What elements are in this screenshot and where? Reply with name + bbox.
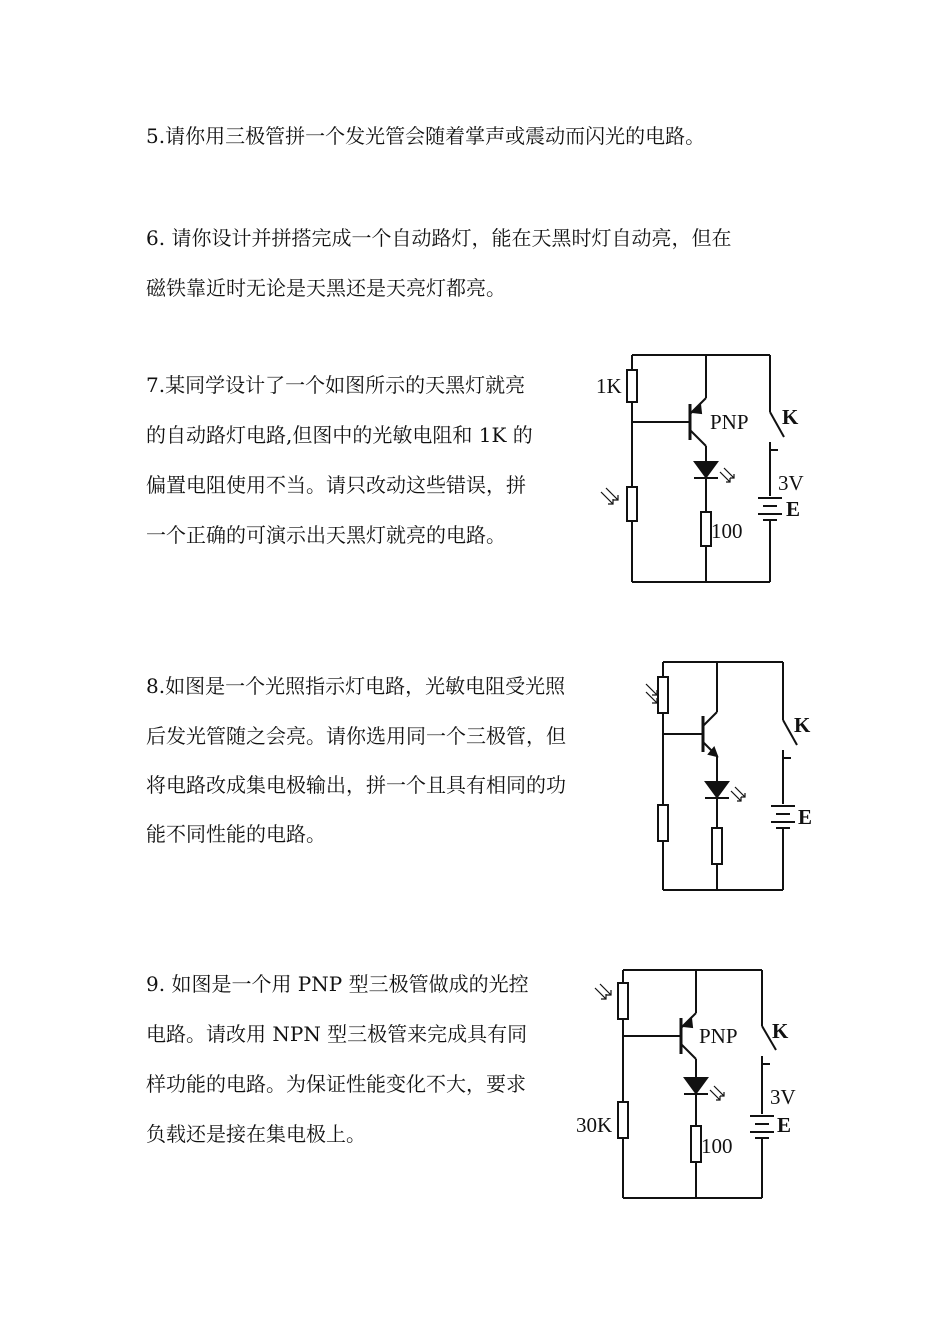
resistor-100 [691, 1126, 701, 1162]
label-e: E [798, 805, 813, 829]
label-3v: 3V [778, 471, 804, 495]
led-arrow-1 [720, 472, 730, 482]
label-k: K [794, 713, 811, 737]
led-arrow-2 [714, 1086, 724, 1096]
question-9-line-1: 9. 如图是一个用 PNP 型三极管做成的光控 [146, 972, 529, 996]
photoresistor [618, 983, 628, 1019]
resistor-1k [627, 370, 637, 402]
led-arrow-1 [710, 1090, 720, 1100]
transistor-lead-down [690, 430, 706, 446]
led-triangle [685, 1078, 707, 1093]
label-pnp: PNP [710, 410, 749, 434]
question-7-line-3: 偏置电阻使用不当。请只改动这些错误，拼 [146, 473, 526, 497]
circuit-diagram-8 [640, 652, 820, 902]
label-30k: 30K [576, 1113, 613, 1137]
resistor-100 [701, 512, 711, 546]
transistor-lead-down [681, 1044, 696, 1059]
label-e: E [777, 1113, 792, 1137]
circuit-diagram-9 [572, 960, 808, 1210]
label-100: 100 [711, 519, 743, 543]
question-6-line-1: 6. 请你设计并拼搭完成一个自动路灯，能在天黑时灯自动亮，但在 [146, 226, 732, 250]
switch-contact [762, 1056, 770, 1064]
label-1k: 1K [596, 374, 622, 398]
led-triangle [695, 462, 717, 477]
led-arrow-1 [731, 791, 741, 801]
photoresistor [658, 677, 668, 713]
question-9-line-4: 负载还是接在集电极上。 [146, 1122, 366, 1146]
question-9-line-2: 电路。请改用 NPN 型三极管来完成具有同 [146, 1022, 528, 1046]
transistor-arrow [683, 1018, 692, 1027]
led-arrow-2 [724, 468, 734, 478]
question-6-line-2: 磁铁靠近时无论是天黑还是天亮灯都亮。 [146, 276, 506, 300]
question-5-line-1: 5.请你用三极管拼一个发光管会随着掌声或震动而闪光的电路。 [146, 124, 706, 148]
transistor-arrow [692, 404, 701, 413]
question-8-line-1: 8.如图是一个光照指示灯电路，光敏电阻受光照 [146, 674, 566, 698]
photoresistor [627, 487, 637, 521]
label-pnp: PNP [699, 1024, 738, 1048]
question-8-line-2: 后发光管随之会亮。请你选用同一个三极管，但 [146, 724, 566, 748]
label-3v: 3V [770, 1085, 796, 1109]
label-k: K [782, 405, 799, 429]
transistor-lead-up [703, 712, 717, 726]
photo-arrow-2 [600, 984, 611, 995]
circuit-diagram-7 [580, 345, 804, 590]
label-k: K [772, 1019, 789, 1043]
resistor-30k [618, 1102, 628, 1138]
question-7-line-2: 的自动路灯电路,但图中的光敏电阻和 1K 的 [146, 423, 533, 447]
switch-contact [770, 442, 778, 450]
question-8-line-3: 将电路改成集电极输出，拼一个且具有相同的功 [146, 773, 566, 797]
label-e: E [786, 497, 801, 521]
question-8-line-4: 能不同性能的电路。 [146, 822, 326, 846]
switch-contact [783, 750, 791, 758]
led-triangle [706, 782, 728, 797]
question-9-line-3: 样功能的电路。为保证性能变化不大，要求 [146, 1072, 526, 1096]
led-arrow-2 [735, 787, 745, 797]
photo-arrow-1 [595, 988, 606, 999]
label-100: 100 [701, 1134, 733, 1158]
question-7-line-1: 7.某同学设计了一个如图所示的天黑灯就亮 [146, 373, 526, 397]
resistor-bias [658, 805, 668, 841]
resistor-load [712, 828, 722, 864]
question-7-line-4: 一个正确的可演示出天黑灯就亮的电路。 [146, 523, 506, 547]
